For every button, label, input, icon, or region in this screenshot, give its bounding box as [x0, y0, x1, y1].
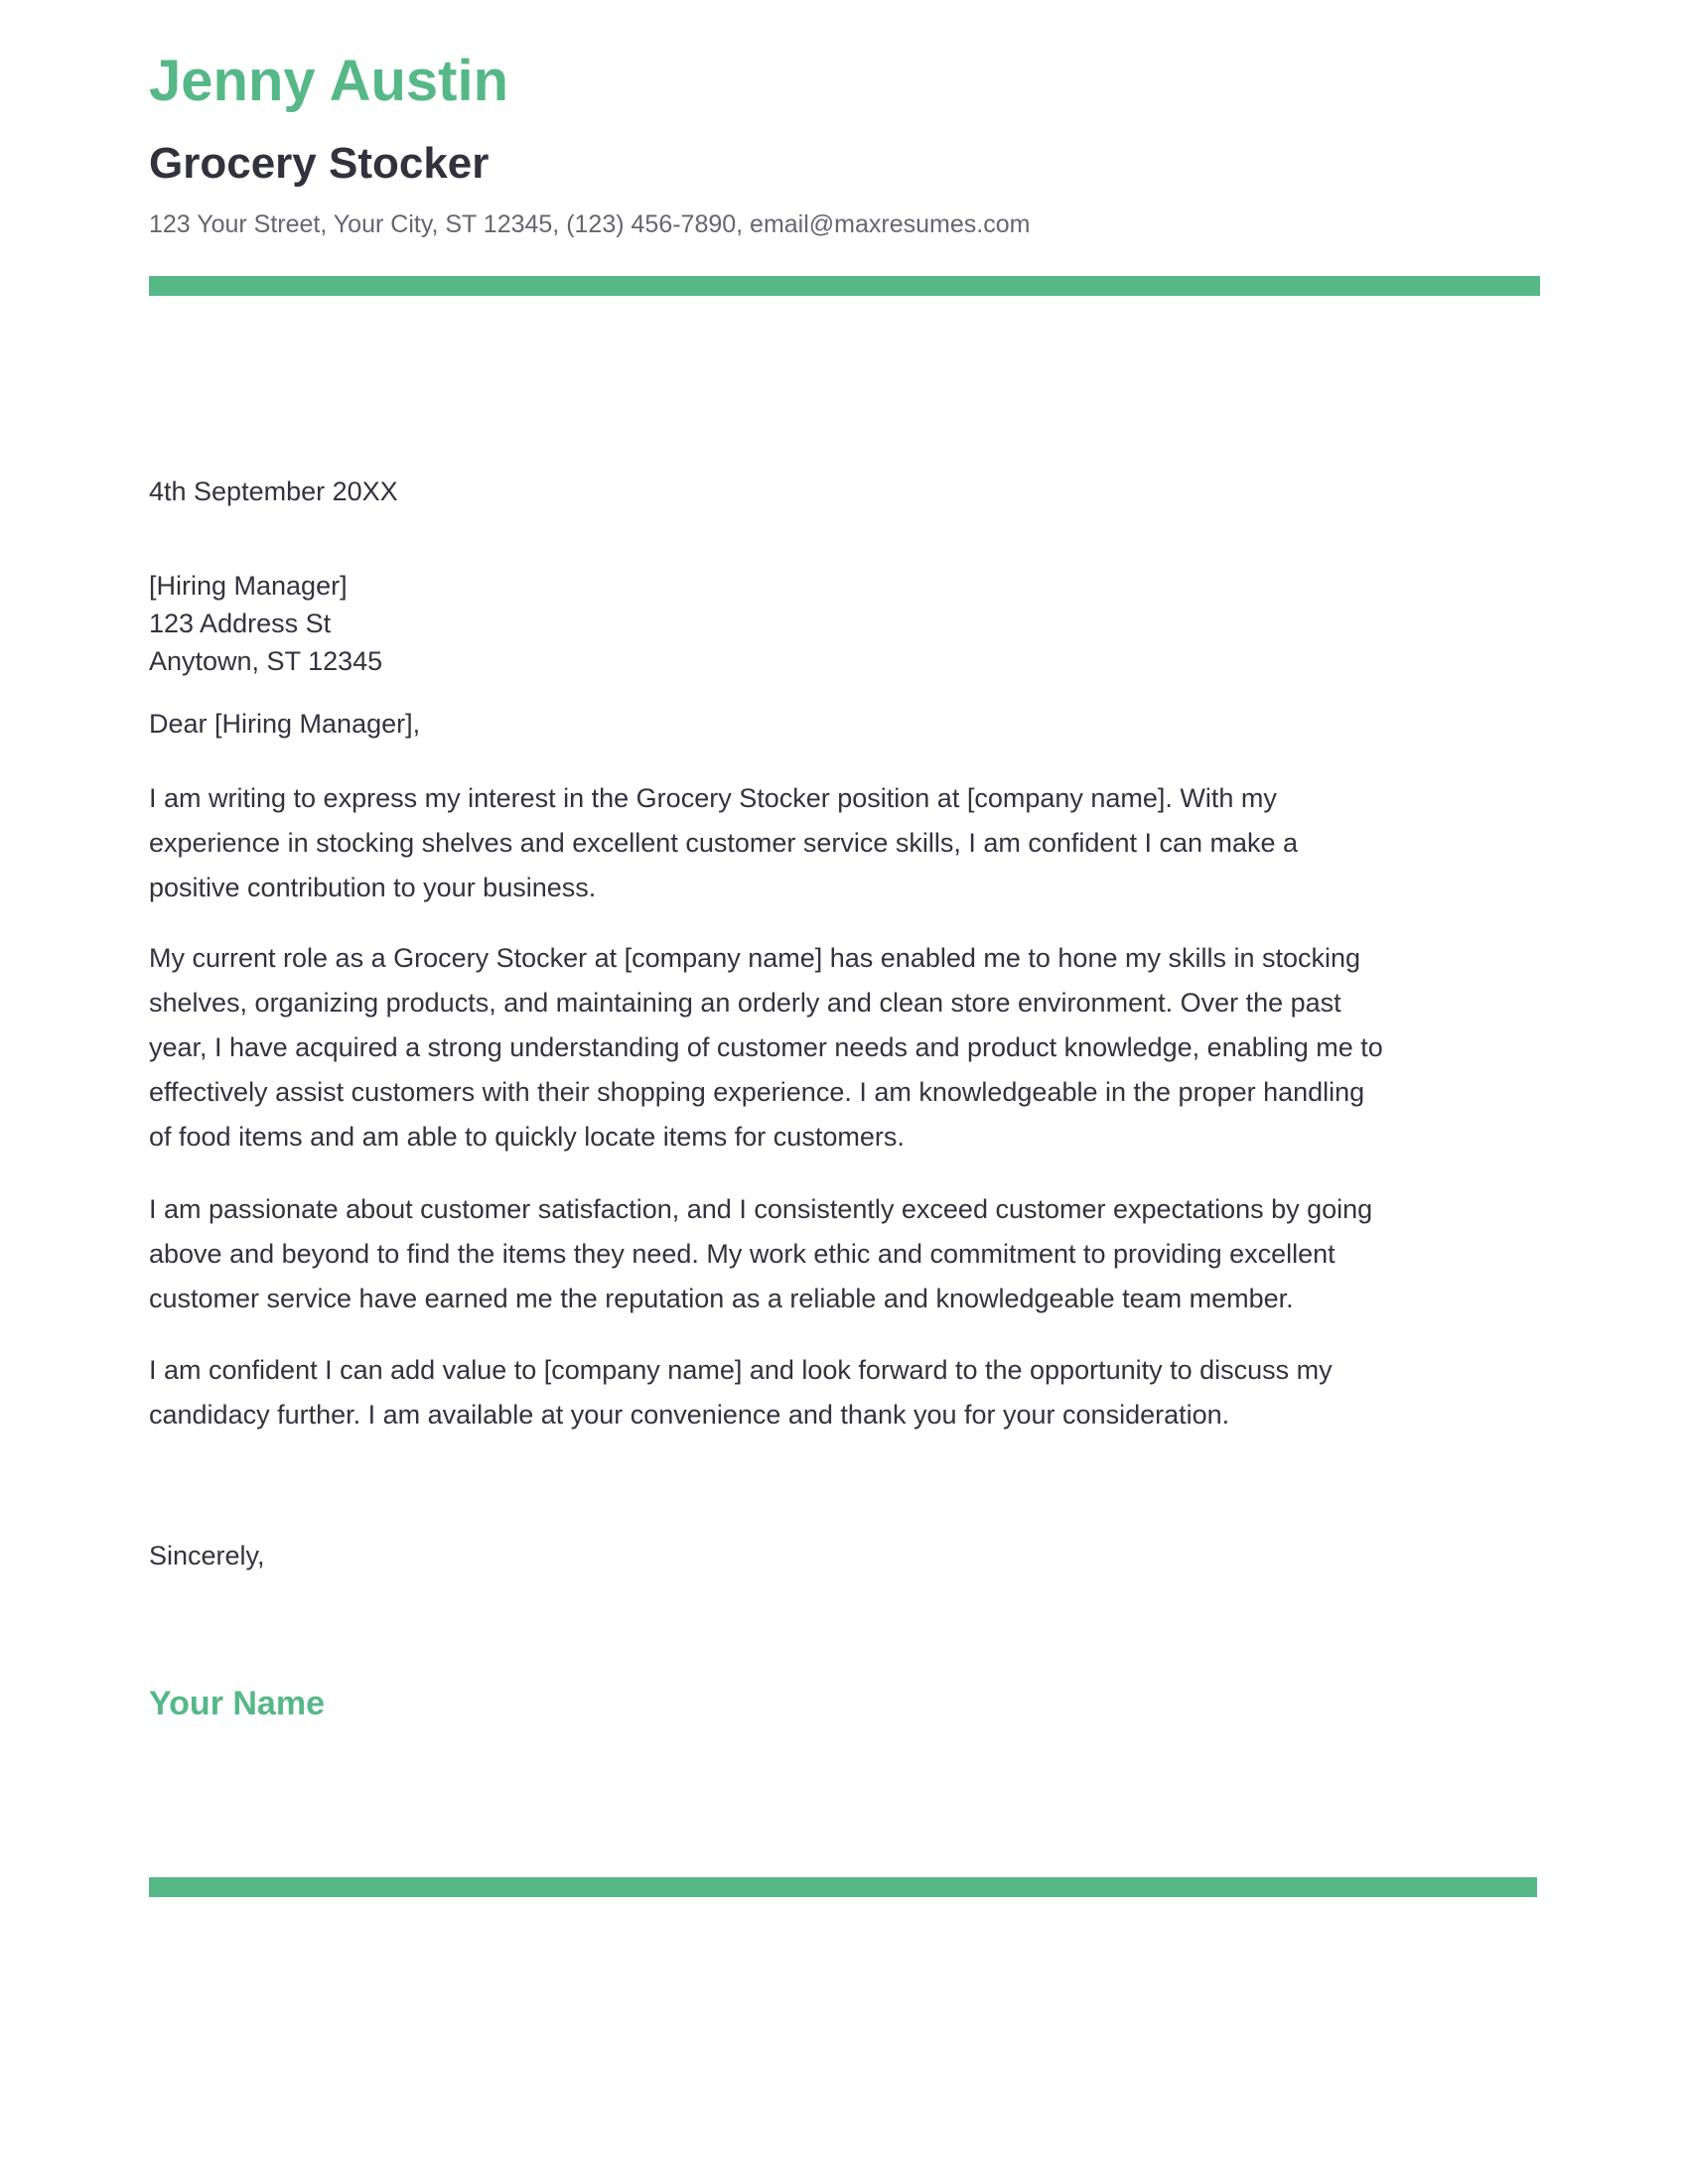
recipient-line: [Hiring Manager] — [149, 571, 348, 601]
paragraph-line: of food items and am able to quickly locate items for customers. — [149, 1122, 905, 1152]
contact-info: 123 Your Street, Your City, ST 12345, (123) 456-7890, email@maxresumes.com — [149, 210, 1031, 238]
recipient-line: 123 Address St — [149, 609, 332, 638]
paragraph-line: above and beyond to find the items they need. My work ethic and commitment to providing excellent — [149, 1239, 1336, 1269]
footer-divider — [149, 1877, 1537, 1897]
letter-date: 4th September 20XX — [149, 477, 398, 506]
paragraph-1 — [149, 776, 1298, 910]
paragraph-line: My current role as a Grocery Stocker at [company name] has enabled me to hone my skills in stocking — [149, 943, 1361, 973]
paragraph-line: shelves, organizing products, and maintaining an orderly and clean store environment. Over the past — [149, 988, 1341, 1018]
closing: Sincerely, — [149, 1541, 265, 1570]
paragraph-line: customer service have earned me the reputation as a reliable and knowledgeable team member. — [149, 1284, 1294, 1313]
header-divider — [149, 276, 1540, 296]
paragraph-4 — [149, 1348, 1333, 1437]
applicant-name: Jenny Austin — [149, 49, 509, 113]
paragraph-3 — [149, 1187, 1372, 1321]
signature-name: Your Name — [149, 1685, 325, 1722]
paragraph-line: effectively assist customers with their shopping experience. I am knowledgeable in the proper handling — [149, 1077, 1365, 1107]
recipient-line: Anytown, ST 12345 — [149, 646, 383, 676]
paragraph-line: experience in stocking shelves and excellent customer service skills, I am confident I can make a — [149, 828, 1299, 858]
recipient-address — [149, 567, 382, 680]
paragraph-line: positive contribution to your business. — [149, 873, 597, 902]
job-title: Grocery Stocker — [149, 139, 490, 188]
salutation: Dear [Hiring Manager], — [149, 709, 421, 739]
paragraph-line: I am passionate about customer satisfaction, and I consistently exceed customer expectations by going — [149, 1194, 1373, 1224]
paragraph-line: I am confident I can add value to [company name] and look forward to the opportunity to discuss my — [149, 1355, 1333, 1385]
paragraph-line: year, I have acquired a strong understanding of customer needs and product knowledge, enabling me to — [149, 1032, 1383, 1062]
paragraph-2 — [149, 936, 1383, 1160]
paragraph-line: I am writing to express my interest in the Grocery Stocker position at [company name]. With my — [149, 783, 1277, 813]
paragraph-line: candidacy further. I am available at your convenience and thank you for your consideration. — [149, 1400, 1230, 1430]
